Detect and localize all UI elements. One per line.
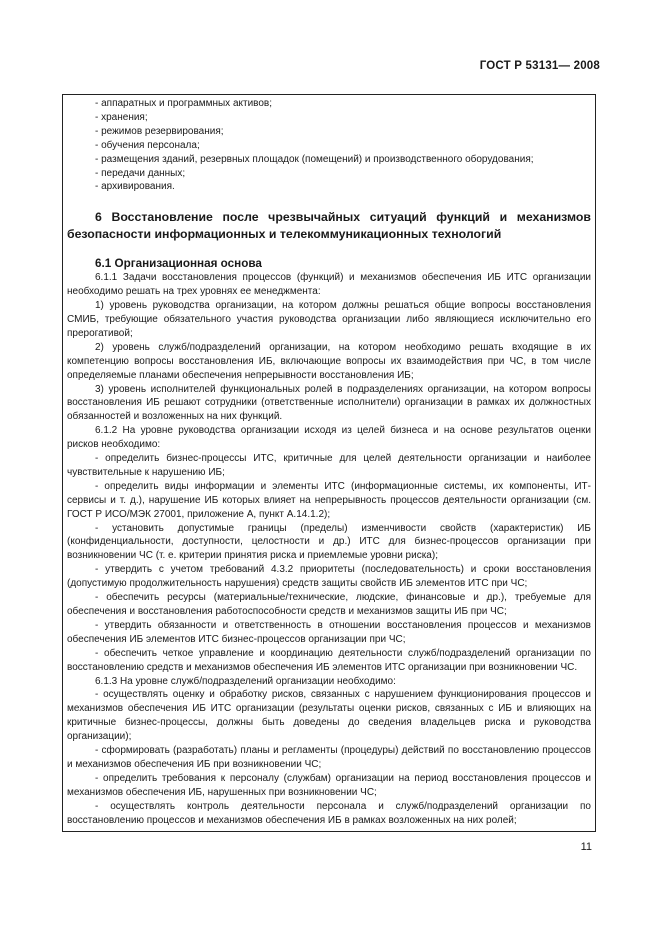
paragraph: 3) уровень исполнителей функциональных ролей в подразделениях организации, на котором вопросы восстановления ИБ решают сотрудники (ответственные исполнители) организации в рамках их должностных обязанностей и возложенных на них функций. bbox=[67, 383, 591, 423]
paragraph: 1) уровень руководства организации, на котором должны решаться общие вопросы восстановления СМИБ, требующие обязательного участия руководства организации либо являющиеся исключительно его прерогативой; bbox=[67, 300, 591, 339]
section-6-1-body bbox=[67, 271, 591, 827]
list-item: - обучения персонала; bbox=[95, 139, 200, 151]
list-item: - аппаратных и программных активов; bbox=[95, 98, 273, 109]
list-item: - передачи данных; bbox=[95, 167, 186, 179]
paragraph: - сформировать (разработать) планы и регламенты (процедуры) действий по восстановлению процессов и механизмов обеспечения ИБ при возникновении ЧС; bbox=[67, 745, 591, 770]
paragraph: - установить допустимые границы (пределы) изменчивости свойств (характеристик) ИБ (конфиденциальности, доступности, целостности и др.) ИТС для бизнес-процессов организации при возникновении ЧС (т. е. критерии принятия риска и приемлемые уровни риска); bbox=[67, 522, 591, 562]
paragraph: 6.1.2 На уровне руководства организации исходя из целей бизнеса и на основе результатов оценки рисков необходимо: bbox=[67, 425, 591, 451]
paragraph: - обеспечить четкое управление и координацию деятельности служб/подразделений организации по восстановлению средств и механизмов обеспечения ИБ элементов ИТС организации при возникновении ЧС. bbox=[67, 647, 591, 673]
list-item: - размещения зданий, резервных площадок (помещений) и производственного оборудования; bbox=[95, 153, 534, 165]
list-item: - архивирования. bbox=[95, 181, 175, 193]
paragraph: 2) уровень служб/подразделений организации, на котором необходимо решать входящие в их компетенцию вопросы восстановления ИБ, включающие вопросы их взаимодействия при ЧС, в том числе определяемые планами обеспечения непрерывности восстановления ИБ; bbox=[67, 341, 591, 381]
list-top bbox=[67, 97, 591, 194]
paragraph: - определить бизнес-процессы ИТС, критичные для целей деятельности организации и наиболее чувствительные к нарушению ИБ; bbox=[67, 453, 591, 478]
paragraph: - обеспечить ресурсы (материальные/технические, людские, финансовые и др.), требуемые для обеспечения и восстановления работоспособности средств и механизмов защиты ИБ при ЧС; bbox=[67, 592, 591, 617]
paragraph: - осуществлять контроль деятельности персонала и служб/подразделений организации по восстановлению процессов и механизмов обеспечения ИБ в рамках возложенных на них ролей; bbox=[67, 800, 591, 826]
section-6-1-heading: 6.1 Организационная основа bbox=[95, 257, 262, 271]
list-item: - хранения; bbox=[95, 111, 148, 123]
paragraph: - определить виды информации и элементы ИТС (информационные системы, их компоненты, ИТ-сервисы и т. д.), нарушение ИБ которых влияет на непрерывность процессов деятельности организации (см. ГОСТ Р ИСО/МЭК 27001, приложение А, пункт А.14.1.2); bbox=[67, 480, 591, 520]
page-number: 11 bbox=[580, 841, 592, 853]
paragraph: - определить требования к персоналу (службам) организации на период восстановления процессов и механизмов обеспечения ИБ, нарушенных при возникновении ЧС; bbox=[67, 772, 591, 798]
content-frame bbox=[62, 94, 596, 832]
paragraph: 6.1.3 На уровне служб/подразделений организации необходимо: bbox=[95, 675, 396, 687]
list-item: - режимов резервирования; bbox=[95, 125, 224, 137]
paragraph: - утвердить с учетом требований 4.3.2 приоритеты (последовательность) и сроки восстановления (допустимую продолжительность нарушения) средств защиты свойств ИБ элементов ИТС при ЧС; bbox=[67, 564, 591, 590]
paragraph: - осуществлять оценку и обработку рисков, связанных с нарушением функционирования процессов и механизмов обеспечения ИБ ИТС организации (результаты оценки рисков, связанных с ИБ и влияющих на критичные бизнес-процессы, должны быть доведены до сведения владельцев риска и руководства организации); bbox=[67, 689, 591, 743]
paragraph: 6.1.1 Задачи восстановления процессов (функций) и механизмов обеспечения ИБ ИТС организации необходимо решать на трех уровнях ее менеджмента: bbox=[67, 272, 591, 298]
section-6-heading: 6 Восстановление после чрезвычайных ситуаций функций и механизмов безопасности информационных и телекоммуникационных технологий bbox=[67, 210, 591, 242]
paragraph: - утвердить обязанности и ответственность в отношении восстановления процессов и механизмов обеспечения ИБ элементов ИТС бизнес-процессов организации при ЧС; bbox=[67, 619, 591, 645]
document-number: ГОСТ Р 53131— 2008 bbox=[479, 60, 600, 72]
